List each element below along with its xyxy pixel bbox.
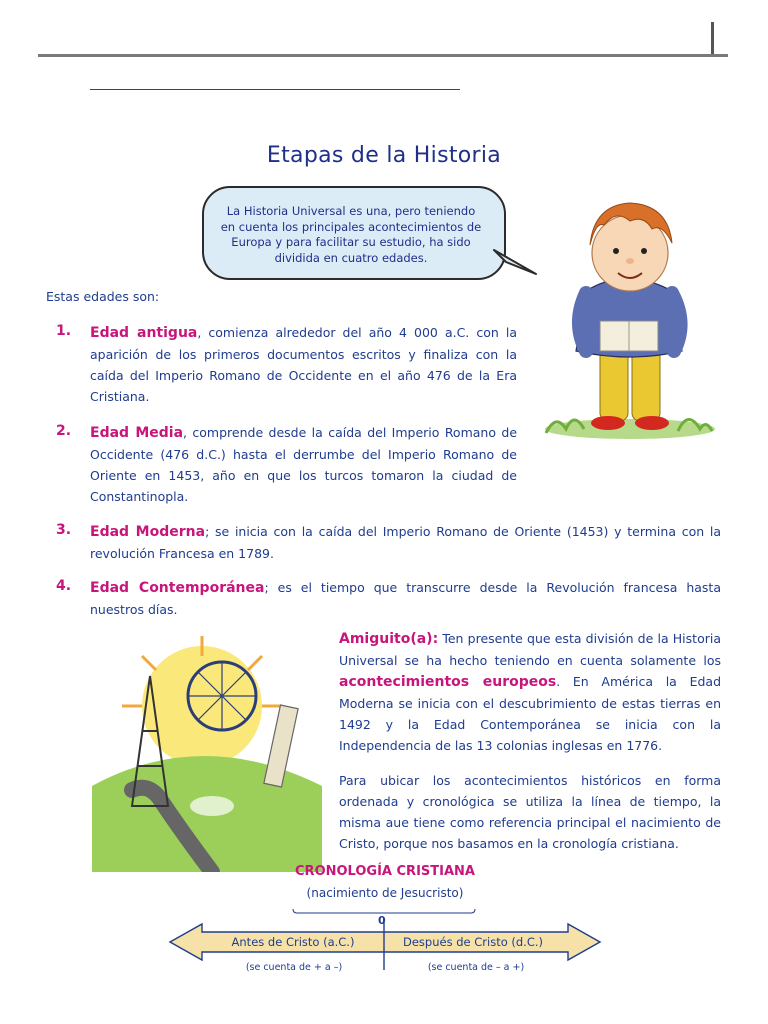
timeline-label-ad: Después de Cristo (d.C.) bbox=[402, 935, 544, 949]
list-number: 3. bbox=[56, 522, 72, 538]
intro-text: Estas edades son: bbox=[46, 289, 160, 304]
header-corner-mark bbox=[711, 22, 714, 54]
note-highlight: acontecimientos europeos bbox=[339, 674, 557, 690]
note-text-2: . En América la Edad Moderna se inicia con el descubrimiento de estas tierras en 1492 y la Edad Contemporánea se inicia con la Independencia de las 13 colonias inglesas en 1776. bbox=[339, 674, 721, 753]
speech-bubble-text: La Historia Universal es una, pero teniendo en cuenta los principales acontecimientos de Europa y para facilitar su estudio, ha sido dividida en cuatro edades. bbox=[220, 204, 482, 265]
timeline-count-bc: (se cuenta de + a –) bbox=[245, 962, 343, 973]
timeline-count-ad: (se cuenta de – a +) bbox=[427, 962, 525, 973]
list-number: 1. bbox=[56, 323, 72, 339]
note-paragraph-2: Para ubicar los acontecimientos históricos en forma ordenada y cronológica se utiliza la línea de tiempo, la misma aue tiene como referencia principal el nacimiento de Cristo, porque nos basamos en la cronología cristiana. bbox=[339, 773, 721, 851]
age-description: , comprende desde la caída del Imperio Romano de Occidente (476 d.C.) hasta el derrumbe del Imperio Romano de Oriente en 1453, año en que los turcos tomaron la ciudad de Constantinopla. bbox=[90, 425, 518, 504]
age-name: Edad Moderna bbox=[90, 524, 206, 540]
world-landmarks-illustration bbox=[92, 636, 322, 872]
name-blank-line bbox=[90, 89, 460, 90]
age-description: , comienza alrededor del año 4 000 a.C. con la aparición de los primeros documentos escritos y finaliza con la caída del Imperio Romano de Occidente en el año 476 de la Era Cristiana. bbox=[90, 325, 517, 404]
age-name: Edad Contemporánea bbox=[90, 580, 265, 596]
list-number: 4. bbox=[56, 578, 72, 594]
note-text-1: Ten presente que esta división de la Historia Universal se ha hecho teniendo en cuenta solamente los bbox=[339, 631, 721, 668]
age-item-moderna bbox=[90, 521, 721, 564]
note-label: Amiguito(a): bbox=[339, 631, 439, 647]
age-item-antigua bbox=[90, 322, 517, 407]
age-description: ; es el tiempo que transcurre desde la Revolución francesa hasta nuestros días. bbox=[90, 580, 721, 617]
age-item-media bbox=[90, 422, 517, 507]
age-name: Edad Media bbox=[90, 425, 184, 441]
boy-reading-illustration bbox=[538, 193, 718, 443]
timeline-title: CRONOLOGÍA CRISTIANA bbox=[295, 864, 475, 879]
timeline-zero: 0 bbox=[378, 914, 386, 927]
speech-bubble-tail bbox=[492, 248, 542, 280]
age-item-contemporanea bbox=[90, 577, 721, 620]
list-number: 2. bbox=[56, 423, 72, 439]
page-title: Etapas de la Historia bbox=[266, 143, 502, 168]
header-rule bbox=[38, 54, 728, 57]
timeline-label-bc: Antes de Cristo (a.C.) bbox=[231, 935, 355, 949]
age-name: Edad antigua bbox=[90, 325, 198, 341]
age-description: ; se inicia con la caída del Imperio Romano de Oriente (1453) y termina con la revolución Francesa en 1789. bbox=[90, 524, 722, 561]
timeline-subtitle: (nacimiento de Jesucristo) bbox=[306, 886, 464, 900]
note-paragraph bbox=[339, 628, 721, 756]
